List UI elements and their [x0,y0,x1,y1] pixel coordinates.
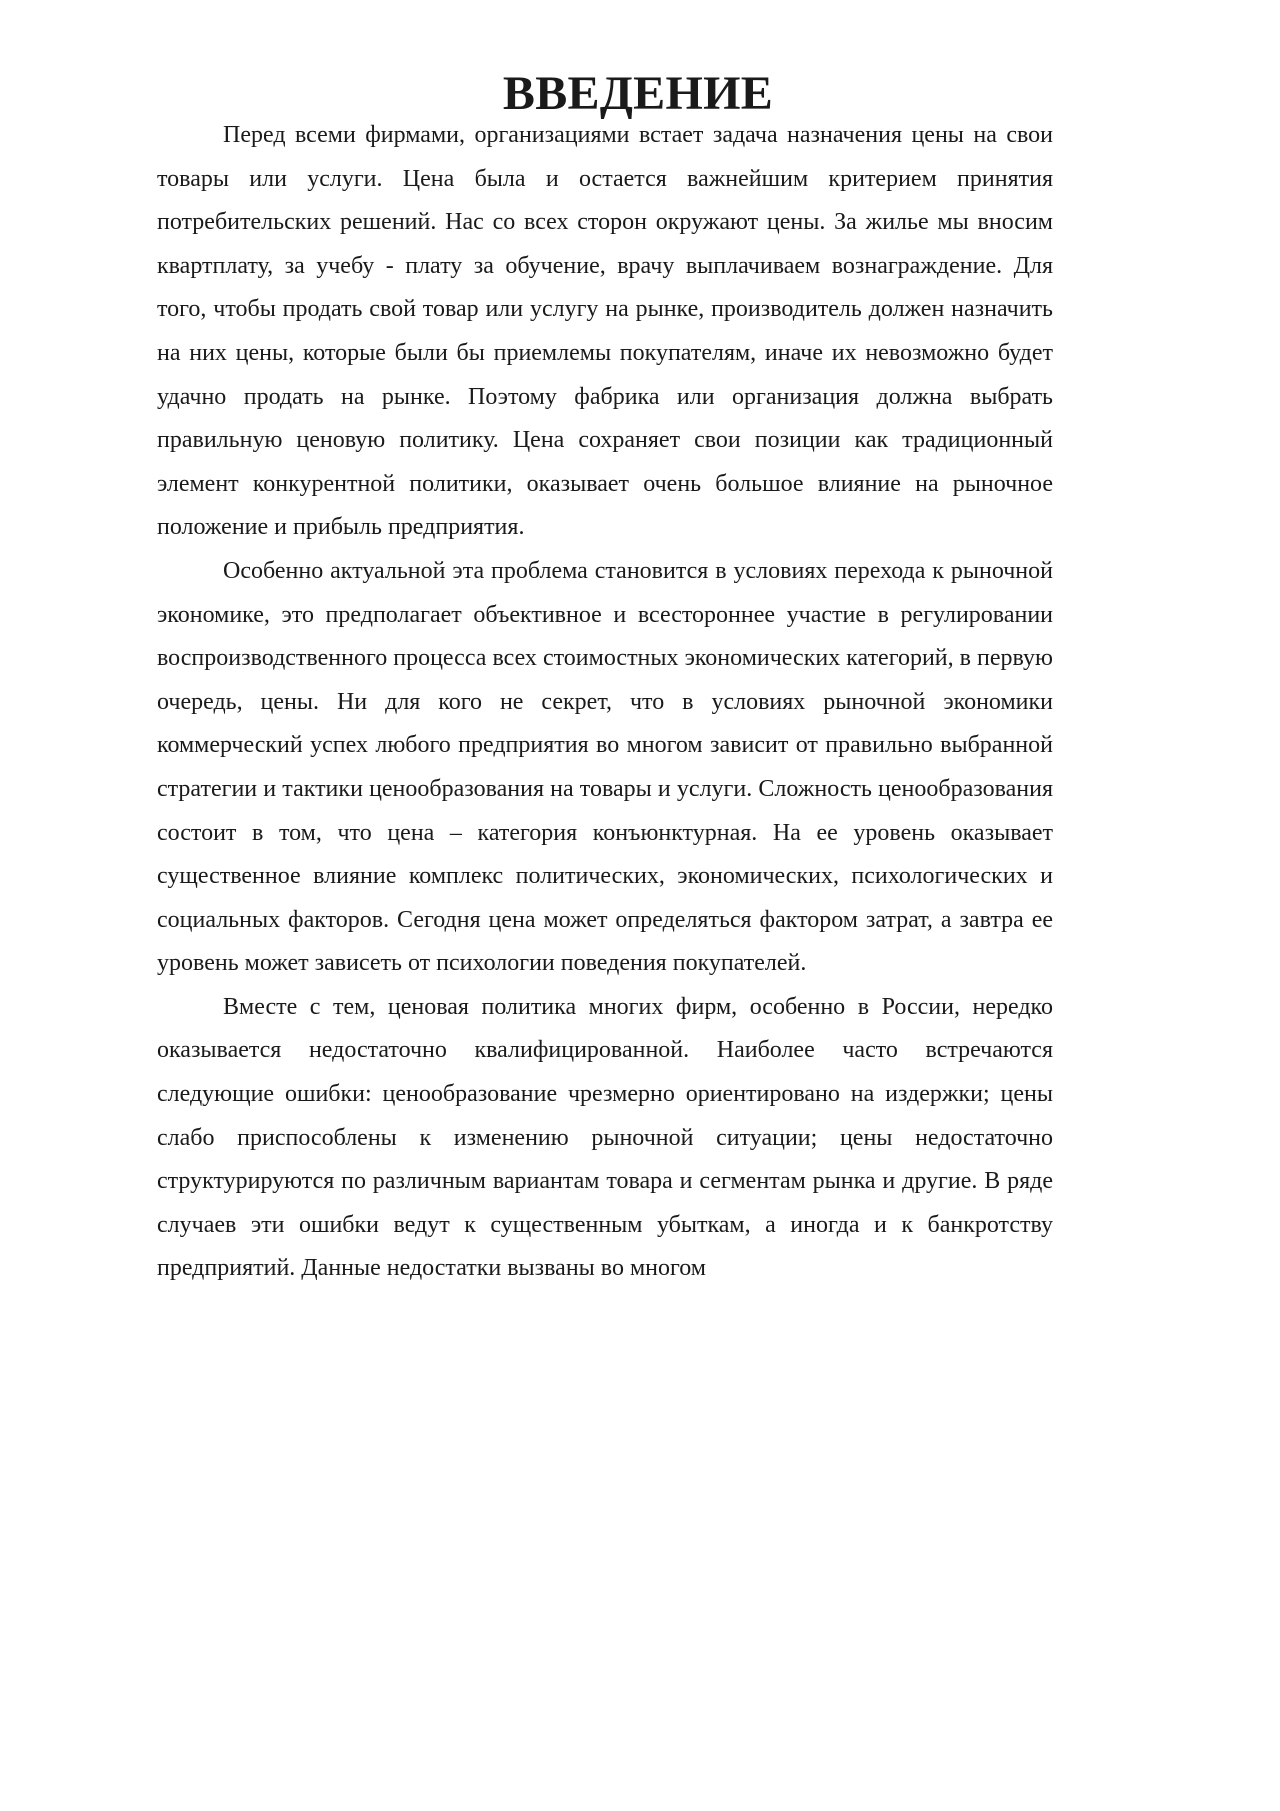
paragraph-1: Перед всеми фирмами, организациями встает задача назначения цены на свои товары или услуги. Цена была и остается важнейшим критерием принятия потребительских решений. Нас со всех сторон окружают цены. За жилье мы вносим квартплату, за учебу - плату за обучение, врачу выплачиваем вознаграждение. Для того, чтобы продать свой товар или услугу на рынке, производитель должен назначить на них цены, которые были бы приемлемы покупателям, иначе их невозможно будет удачно продать на рынке. Поэтому фабрика или организация должна выбрать правильную ценовую политику. Цена сохраняет свои позиции как традиционный элемент конкурентной политики, оказывает очень большое влияние на рыночное положение и прибыль предприятия. [157,122,1053,541]
paragraph-3: Вместе с тем, ценовая политика многих фирм, особенно в России, нередко оказывается недостаточно квалифицированной. Наиболее часто встречаются следующие ошибки: ценообразование чрезмерно ориентировано на издержки; цены слабо приспособлены к изменению рыночной ситуации; цены недостаточно структурируются по различным вариантам товара и сегментам рынка и другие. В ряде случаев эти ошибки ведут к существенным убыткам, а иногда и к банкротству предприятий. Данные недостатки вызваны во многом [157,993,1053,1282]
document-body [157,67,1053,1291]
section-title: ВВЕДЕНИЕ [502,67,774,120]
paragraph-2: Особенно актуальной эта проблема становится в условиях перехода к рыночной экономике, это предполагает объективное и всестороннее участие в регулировании воспроизводственного процесса всех стоимостных экономических категорий, в первую очередь, цены. Ни для кого не секрет, что в условиях рыночной экономики коммерческий успех любого предприятия во многом зависит от правильно выбранной стратегии и тактики ценообразования на товары и услуги. Сложность ценообразования состоит в том, что цена – категория конъюнктурная. На ее уровень оказывает существенное влияние комплекс политических, экономических, психологических и социальных факторов. Сегодня цена может определяться фактором затрат, а завтра ее уровень может зависеть от психологии поведения покупателей. [157,557,1053,977]
